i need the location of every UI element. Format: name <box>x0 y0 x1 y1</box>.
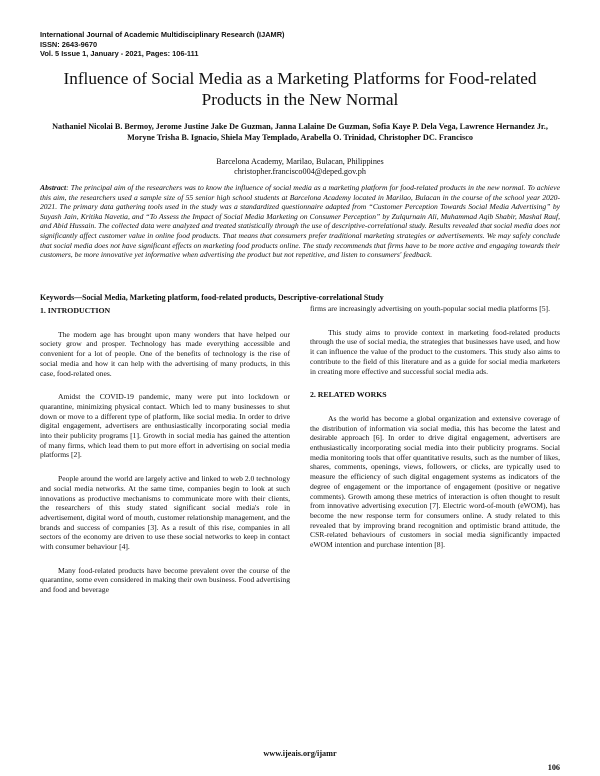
intro-paragraph-1: The modern age has brought upon many wonders that have helped our society grow and prosper. Technology has made everything accessible and convenient for a lot of people. One of the benefits of technology is the rise of social media and how it can help with the advertising of many products, in this case, food-related ones. <box>40 329 290 378</box>
abstract-label: Abstract <box>40 183 67 192</box>
section-heading-number: 1. I <box>40 306 51 315</box>
intro-paragraph-5: This study aims to provide context in marketing food-related products through the use of social media, the strategies that businesses have used, and how it can influence the value of the product to the customers. This study also aims to contribute to the field of this literature and as a guide for social media marketers in creating more effective and successful social media ads. <box>310 327 560 376</box>
page-number: 106 <box>547 763 560 772</box>
affiliation-email: christopher.francisco004@deped.gov.ph <box>234 167 366 177</box>
related-works-paragraph: As the world has become a global organization and extensive coverage of the distribution of information via social media, this has become the latest and desirable approach [6]. In order to drive digital engagement, advertisers are enthusiastically incorporating social media into their publicity programs. Social media monitoring tools that offer quantitative results, such as the number of likes, shares, comments, openings, views, followers, or clicks, are typically used to measure the efficiency of such digital engagement systems as indicators of the degree of engagement or the importance of engagement (positive or negative comments). Growth among these metrics of interaction is often thought to result from innovative advertising execution [7]. Electric word-of-mouth (eWOM), has become the new response term for consumers online. A study related to this revealed that by improving brand recognition and optimistic brand attitude, the CSR-related behaviours of customers in social media significantly impacted eWOM intention and purchase intention [8]. <box>310 413 560 550</box>
section-heading-introduction <box>40 306 290 316</box>
journal-header <box>40 30 560 59</box>
right-column <box>310 304 560 550</box>
abstract-text: : The principal aim of the researchers was to know the influence of social media as a marketing platform for food-related products in the new normal. To achieve this aim, the researchers used a sample size of 55 senior high school students at Barcelona Academy located in Marilao, Bulacan in the course of the school year 2020-2021. The primary data gathering tools used in the study was a standardized questionnaire adapted from “Customer Perception Towards Social Media Advertising” by Suyash Jain, Kritika Navetia, and “To Assess the Impact of Social Media Marketing on Consumer Perception” by Zulqurnain Ali, Muhammad Aqib Shabir, Mashal Rauf, and Abid Hussain. The collected data were analyzed and treated statistically through the use of descriptive-correlational study. Results revealed that social media does not significantly affect customer value in online food products. That means that consumers prefer traditional marketing strategies or advertisements. We may safely conclude that social media does not have significant effects on marketing food products online. The study recommends that firms have to be more active and engaging towards their customers, be more innovative yet informative when advertising the product but not repetitive, and listen to consumers' feedback. <box>40 183 560 260</box>
intro-paragraph-3: People around the world are largely active and linked to web 2.0 technology and social media networks. At the same time, companies begin to look at such innovations as productive mechanisms to communicate more with their clients, the researchers of this study stated significant social media's role in advertisement, digital word of mouth, customer relationship management, and the brands and success of companies [3]. As a result of this rise, companies in all sectors of the economy are driven to use these social networks to keep in contact with consumer behaviour [4]. <box>40 474 290 552</box>
affiliation-institution: Barcelona Academy, Marilao, Bulacan, Philippines <box>216 157 384 166</box>
abstract <box>40 183 560 260</box>
section-heading-text: NTRODUCTION <box>50 306 111 315</box>
footer-url: www.ijeais.org/ijamr <box>263 749 337 758</box>
continuation-paragraph: firms are increasingly advertising on youth-popular social media platforms [5]. <box>310 304 550 313</box>
keywords: Keywords—Social Media, Marketing platform, food-related products, Descriptive-correlational Study <box>40 293 384 302</box>
intro-paragraph-2: Amidst the COVID-19 pandemic, many were put into lockdown or quarantine, minimizing physical contact. Which led to many businesses to shut down or move to a different type of platform, like social media. In order to drive digital engagement, advertisers are enthusiastically incorporating social media into their publicity programs [1]. Growth in social media has gained the attention of many firms, which lead them to put more effort in advertising on social media platforms [2]. <box>40 392 290 460</box>
section-heading-related-works: 2. RELATED WORKS <box>310 390 387 400</box>
paper-title: Influence of Social Media as a Marketing Platforms for Food-related Products in the New Normal <box>63 69 537 109</box>
intro-paragraph-4: Many food-related products have become prevalent over the course of the quarantine, some even considered in making their own business. Food advertising and food and beverage <box>40 565 290 595</box>
journal-issn: ISSN: 2643-9670 <box>40 39 98 49</box>
journal-volume: Vol. 5 Issue 1, January - 2021, Pages: 106-111 <box>40 49 199 59</box>
journal-name: International Journal of Academic Multidisciplinary Research (IJAMR) <box>40 30 285 39</box>
affiliation <box>40 157 560 178</box>
left-column <box>40 306 290 595</box>
author-list: Nathaniel Nicolai B. Bermoy, Jerome Justine Jake De Guzman, Janna Lalaine De Guzman, Sofia Kaye P. Dela Vega, Lawrence Hernandez Jr., Moryne Trisha B. Ignacio, Shiela May Templado, Arabella O. Trinidad, Christopher DC. Francisco <box>52 122 548 142</box>
